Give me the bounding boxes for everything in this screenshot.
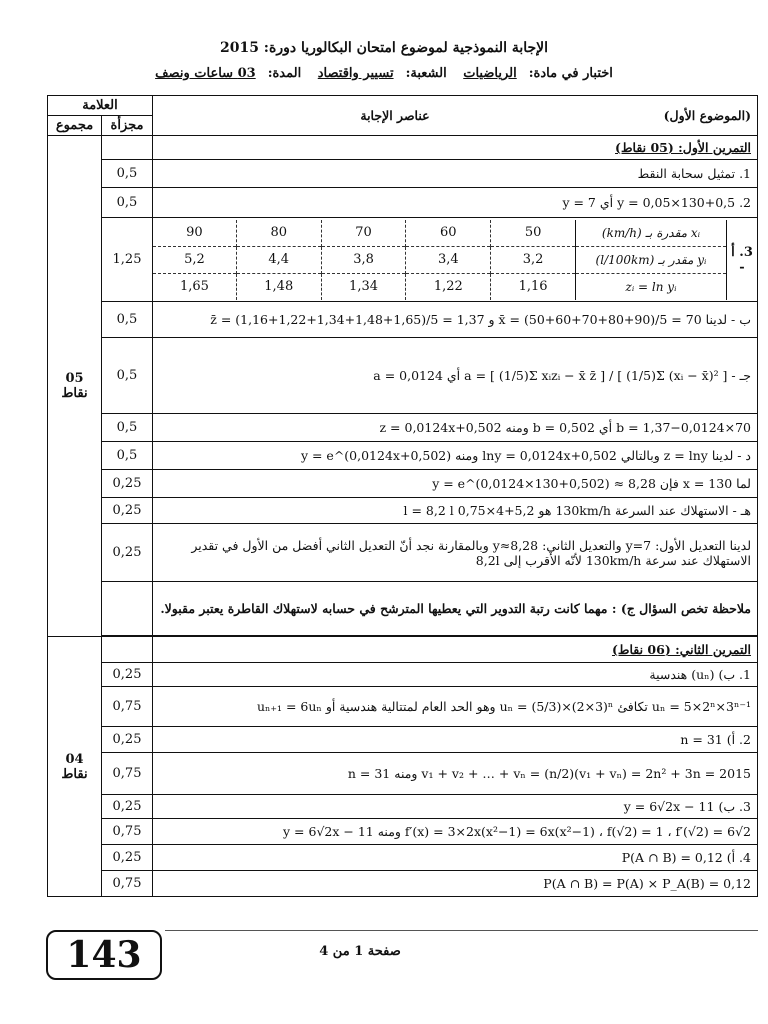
answer-item: v₁ + v₂ + … + vₙ = (n/2)(v₁ + vₙ) = 2n² + 3n = 2015 ومنه n = 31 bbox=[153, 753, 758, 795]
y-val: 4,4 bbox=[236, 246, 321, 273]
note: ملاحظة تخص السؤال ج) : مهما كانت رتبة التدوير التي يعطيها المترشح في حسابه لاستهلاك القاطرة يعتبر مقبولا. bbox=[153, 582, 758, 636]
elements-title: عناصر الإجابة bbox=[360, 108, 430, 123]
z-val: 1,48 bbox=[236, 273, 321, 300]
mark: 0,25 bbox=[102, 663, 153, 687]
duration-label: المدة: bbox=[267, 66, 302, 81]
answer-item: ب - لدينا x̄ = (50+60+70+80+90)/5 = 70 و z̄ = (1,16+1,22+1,34+1,48+1,65)/5 = 1,37 bbox=[153, 302, 758, 338]
z-label: zᵢ = ln yᵢ bbox=[576, 273, 727, 300]
answer-item: د - لدينا z = lny وبالتالي lny = 0,0124x+0,502 ومنه y = e^(0,0124x+0,502) bbox=[153, 442, 758, 470]
answer-item: 2. y = 0,05×130+0,5 أي y = 7 bbox=[153, 188, 758, 218]
y-val: 3,8 bbox=[321, 246, 406, 273]
exam-info bbox=[0, 66, 768, 81]
x-val: 60 bbox=[406, 220, 491, 247]
branch-value: تسيير واقتصاد bbox=[317, 66, 394, 81]
x-val: 70 bbox=[321, 220, 406, 247]
header-content bbox=[153, 96, 758, 136]
answer-item: 3. ب) y = 6√2x − 11 bbox=[153, 795, 758, 819]
y-val: 3,2 bbox=[491, 246, 576, 273]
mark: 0,25 bbox=[102, 727, 153, 753]
footer-divider bbox=[165, 930, 758, 931]
ex2-title: التمرين الثاني: (06 نقاط) bbox=[153, 637, 758, 663]
answer-item: 2. أ) n = 31 bbox=[153, 727, 758, 753]
total-header: مجموع bbox=[48, 116, 102, 136]
x-val: 80 bbox=[236, 220, 321, 247]
mark: 0,5 bbox=[102, 188, 153, 218]
mark: 0,5 bbox=[102, 302, 153, 338]
answer-item: لدينا التعديل الأول: y=7 والتعديل الثاني: y≈8,28 وبالمقارنة نجد أنّ التعديل الثاني أفضل من الأول في تقدير الاستهلاك عند سرعة 130km/h لأنّه الأقرب إلى 8,2l bbox=[153, 524, 758, 582]
answer-item: uₙ = 5×2ⁿ×3ⁿ⁻¹ تكافئ uₙ = (5/3)×(2×3)ⁿ وهو الحد العام لمتتالية هندسية أو uₙ₊₁ = 6uₙ bbox=[153, 687, 758, 727]
x-val: 50 bbox=[491, 220, 576, 247]
grade-header: العلامة bbox=[48, 96, 153, 116]
subject-value: الرياضيات bbox=[463, 66, 517, 81]
x-label: xᵢ مقدرة بـ (km/h) bbox=[576, 220, 727, 247]
mark: 0,25 bbox=[102, 470, 153, 498]
ex1-total: 05 نقاط bbox=[48, 136, 102, 637]
answer-table bbox=[47, 95, 758, 897]
answer-item: f′(x) = 3×2x(x²−1) = 6x(x²−1) ، f(√2) = 1 ، f′(√2) = 6√2 ومنه y = 6√2x − 11 bbox=[153, 819, 758, 845]
mark: 0,75 bbox=[102, 753, 153, 795]
answer-item: 1. تمثيل سحابة النقط bbox=[153, 160, 758, 188]
answer-item: P(A ∩ B) = P(A) × P_A(B) = 0,12 bbox=[153, 871, 758, 897]
page-indicator: صفحة 1 من 4 bbox=[319, 944, 401, 959]
y-label: yᵢ مقدر بـ (l/100km) bbox=[576, 246, 727, 273]
mark: 0,5 bbox=[102, 442, 153, 470]
mark: 0,25 bbox=[102, 524, 153, 582]
ex2-total: 04 نقاط bbox=[48, 637, 102, 897]
z-val: 1,65 bbox=[153, 273, 236, 300]
subject-label: اختبار في مادة: bbox=[528, 66, 613, 81]
topic-title: (الموضوع الأول) bbox=[663, 108, 751, 123]
answer-item: b = 1,37−0,0124×70 أي b = 0,502 ومنه z = 0,0124x+0,502 bbox=[153, 414, 758, 442]
answer-item: 1. ب) (uₙ) هندسية bbox=[153, 663, 758, 687]
z-val: 1,16 bbox=[491, 273, 576, 300]
y-val: 5,2 bbox=[153, 246, 236, 273]
duration-value: 03 ساعات ونصف bbox=[155, 66, 256, 81]
answer-item: 4. أ) P(A ∩ B) = 0,12 bbox=[153, 845, 758, 871]
mark: 0,75 bbox=[102, 819, 153, 845]
mark: 0,25 bbox=[102, 795, 153, 819]
q3a-tag: 3. أ - bbox=[727, 220, 758, 300]
mark: 0,75 bbox=[102, 687, 153, 727]
document-title: الإجابة النموذجية لموضوع امتحان البكالوريا دورة: 2015 bbox=[219, 40, 549, 56]
partial-header: مجزأة bbox=[102, 116, 153, 136]
y-val: 3,4 bbox=[406, 246, 491, 273]
ex1-title: التمرين الأول: (05 نقاط) bbox=[153, 136, 758, 160]
branch-label: الشعبة: bbox=[405, 66, 447, 81]
mark: 0,25 bbox=[102, 845, 153, 871]
mark: 0,25 bbox=[102, 498, 153, 524]
page-number-box: 143 bbox=[46, 930, 162, 980]
mark: 0,75 bbox=[102, 871, 153, 897]
mark: 1,25 bbox=[102, 218, 153, 302]
mark: 0,5 bbox=[102, 160, 153, 188]
values-table-cell bbox=[153, 218, 758, 302]
answer-item: هـ - الاستهلاك عند السرعة 130km/h هو 5,2+4×0,75 l = 8,2 l bbox=[153, 498, 758, 524]
values-table bbox=[153, 220, 757, 300]
mark: 0,5 bbox=[102, 338, 153, 414]
x-val: 90 bbox=[186, 225, 203, 240]
mark: 0,5 bbox=[102, 414, 153, 442]
answer-item: لما x = 130 فإن y = e^(0,0124×130+0,502) ≈ 8,28 bbox=[153, 470, 758, 498]
z-val: 1,34 bbox=[321, 273, 406, 300]
answer-item: جـ - a = [ (1/5)Σ xᵢzᵢ − x̄ z̄ ] / [ (1/5)Σ (xᵢ − x̄)² ] أي a = 0,0124 bbox=[153, 338, 758, 414]
z-val: 1,22 bbox=[406, 273, 491, 300]
